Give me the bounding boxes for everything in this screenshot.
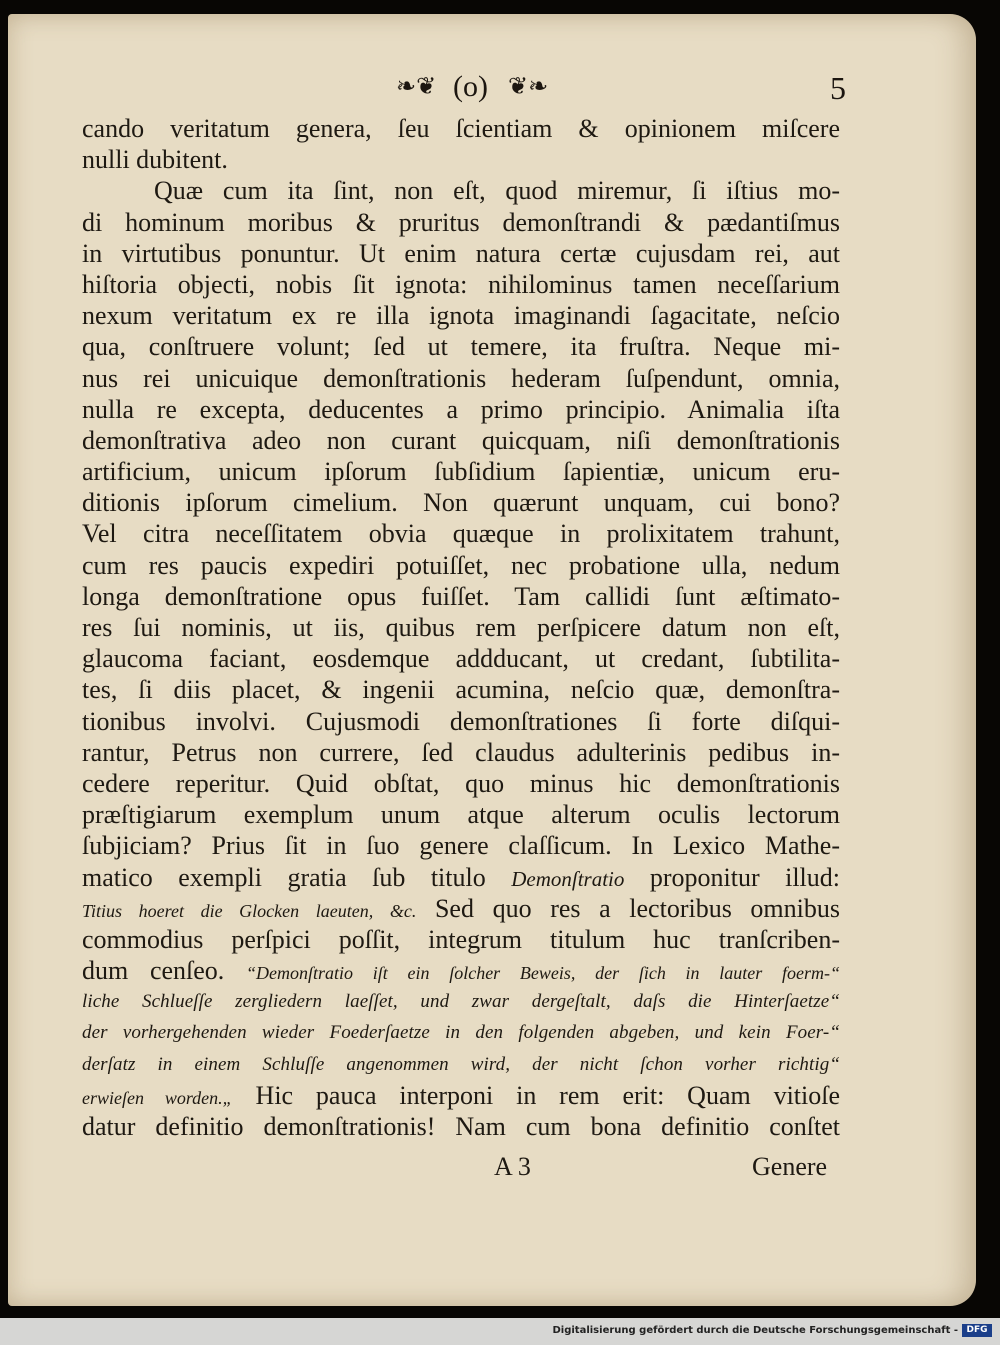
quote-start: “Demonſtratio iſt ein ſolcher Beweis, der ſich in lauter foerm-“ (246, 963, 840, 984)
page-footer (0, 1152, 1000, 1186)
text-line: nulli dubitent. (82, 145, 228, 175)
text-line: longa demonſtratione opus fuiſſet. Tam callidi ſunt æſtimato- (82, 581, 840, 611)
quote-line: derſatz in einem Schluſſe angenommen wird, der nicht ſchon vorher richtig“ (82, 1053, 840, 1075)
text-line: qua, conſtruere volunt; ſed ut temere, ita fruſtra. Neque mi- (82, 332, 840, 362)
text-line: nus rei unicuique demonſtrationis hederam ſuſpendunt, omnia, (82, 363, 840, 393)
text-line: ditionis ipſorum cimelium. Non quærunt unquam, cui bono? (82, 488, 840, 518)
quote-end: erwieſen worden.„ (82, 1087, 233, 1108)
text-line: nexum veritatum ex re illa ignota imaginandi ſagacitate, neſcio (82, 301, 840, 331)
text-line: tes, ſi diis placet, & ingenii acumina, neſcio quæ, demonſtra- (82, 675, 840, 705)
text-line: res ſui nominis, ut iis, quibus rem perſpicere datum non eſt, (82, 613, 840, 642)
text-line: cedere reperitur. Quid obſtat, quo minus hic demonſtrationis (82, 768, 840, 798)
quote-line: liche Schlueſſe zergliedern laeſſet, und zwar dergeſtalt, daſs die Hinterſaetze“ (82, 991, 840, 1013)
text-line: glaucoma faciant, eosdemque addducant, ut credant, ſubtilita- (82, 644, 840, 674)
text-line: Vel citra neceſſitatem obvia quæque in prolixitatem trahunt, (82, 519, 840, 549)
text-segment: Sed quo res a lectoribus omnibus (416, 893, 840, 923)
text-line: Quæ cum ita ſint, non eſt, quod miremur, ſi iſtius mo- (154, 176, 840, 206)
signature-mark: A 3 (494, 1152, 531, 1181)
text-line (82, 893, 840, 924)
text-segment: dum cenſeo. (82, 956, 247, 986)
digitization-note: Digitalisierung gefördert durch die Deutsche Forschungsgemeinschaft - (552, 1325, 958, 1336)
page-header (0, 72, 1000, 112)
text-line: datur definitio demonſtrationis! Nam cum bona definitio conſtet (82, 1112, 840, 1141)
text-segment: Hic pauca interponi in rem erit: Quam vitioſe (232, 1080, 840, 1110)
text-line: artificium, unicum ipſorum ſubſidium ſapientiæ, unicum eru- (82, 457, 840, 487)
ornament-left-icon: ❧❦ (396, 74, 437, 100)
catchword: Genere (752, 1152, 828, 1181)
quote-line: der vorhergehenden wieder Foederſaetze in den folgenden abgeben, und kein Foer-“ (82, 1022, 840, 1044)
text-line (82, 862, 840, 893)
text-line: di hominum moribus & pruritus demonſtrandi & pædantiſmus (82, 207, 840, 237)
text-line: præſtigiarum exemplum unum atque alterum oculis lectorum (82, 800, 840, 830)
digitization-bar (0, 1318, 1000, 1345)
text-line: hiſtoria objecti, nobis ſit ignota: nihilominus tamen neceſſarium (82, 269, 840, 299)
folio-mark: (o) (453, 70, 488, 103)
text-line: in virtutibus ponuntur. Ut enim natura certæ cujusdam rei, aut (82, 238, 840, 268)
text-line (82, 955, 840, 986)
dfg-logo-icon: DFG (962, 1324, 992, 1337)
text-segment: matico exempli gratia ſub titulo (82, 862, 512, 892)
text-line: ſubjiciam? Prius ſit in ſuo genere claſſicum. In Lexico Mathe- (82, 831, 840, 861)
italic-example: Titius hoeret die Glocken laeuten, &c. (82, 900, 417, 921)
italic-term: Demonſtratio (511, 866, 625, 891)
ornament-right-icon: ❦❧ (508, 74, 549, 100)
text-line: rantur, Petrus non currere, ſed claudus adulterinis pedibus in- (82, 737, 840, 767)
text-line: demonſtrativa adeo non curant quicquam, niſi demonſtrationis (82, 425, 840, 455)
text-line: cum res paucis expediri potuiſſet, nec probatione ulla, nedum (82, 550, 840, 580)
text-line: commodius perſpici poſſit, integrum titulum huc tranſcriben- (82, 924, 840, 954)
text-segment: proponitur illud: (624, 862, 840, 892)
page-number: 5 (830, 70, 846, 106)
body-text (82, 113, 840, 1142)
text-line: nulla re excepta, deducentes a primo principio. Animalia iſta (82, 394, 840, 424)
text-line (82, 1080, 840, 1111)
text-line: tionibus involvi. Cujusmodi demonſtrationes ſi forte diſqui- (82, 706, 840, 736)
text-line: cando veritatum genera, ſeu ſcientiam & opinionem miſcere (82, 114, 840, 143)
